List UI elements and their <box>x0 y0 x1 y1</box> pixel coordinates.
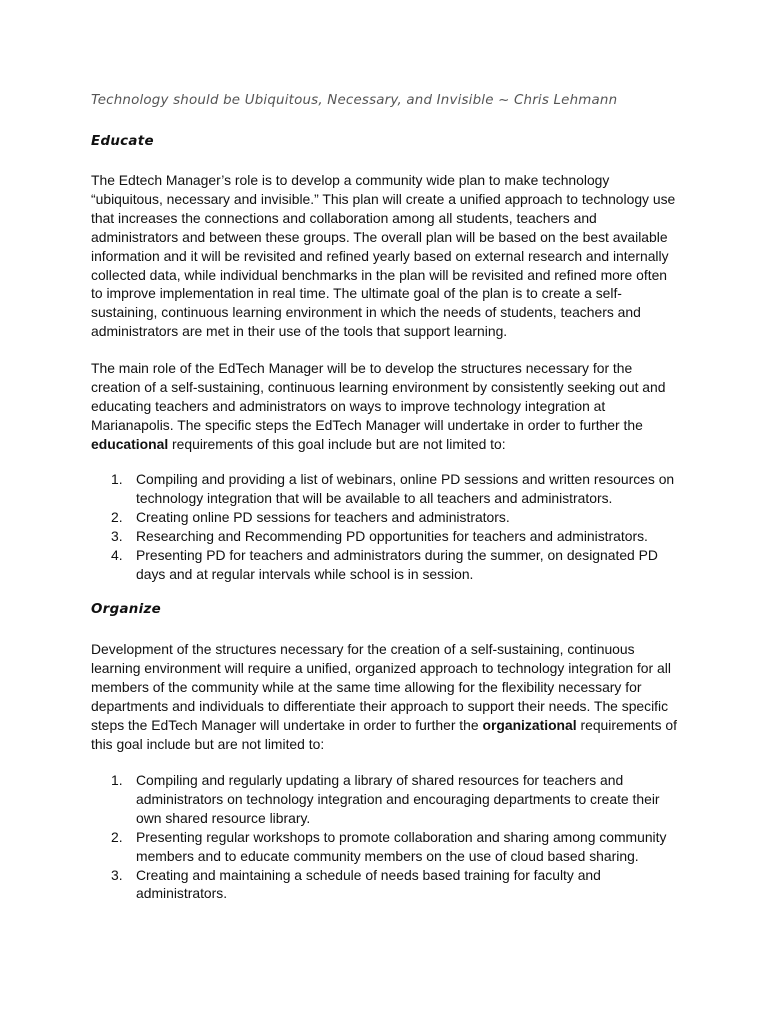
paragraph-line: educating teachers and administrators on ways to improve technology integration at <box>91 397 606 414</box>
educate-paragraph-2 <box>91 359 681 454</box>
paragraph-line: administrators and between these groups. The overall plan will be based on the best available <box>91 228 668 245</box>
list-number: 2. <box>111 828 123 845</box>
paragraph-line: The Edtech Manager’s role is to develop a community wide plan to make technology <box>91 172 610 188</box>
list-number: 1. <box>111 772 123 788</box>
paragraph-line: The main role of the EdTech Manager will be to develop the structures necessary for the <box>91 360 633 376</box>
paragraph-line: administrators are met in their use of the tools that support learning. <box>91 323 508 340</box>
list-item-line: administrators on technology integration and encouraging departments to create their <box>136 790 660 807</box>
opening-quote: Technology should be Ubiquitous, Necessary, and Invisible ~ Chris Lehmann <box>91 93 618 108</box>
organize-heading: Organize <box>91 602 162 617</box>
paragraph-line: creation of a self-sustaining, continuous learning environment by consistently seeking out and <box>91 378 666 395</box>
educate-steps-list <box>91 470 691 583</box>
list-number: 1. <box>111 471 123 487</box>
list-item <box>91 866 691 904</box>
educate-heading: Educate <box>91 134 154 149</box>
paragraph-line <box>91 716 681 735</box>
list-item-line: Presenting regular workshops to promote collaboration and sharing among community <box>136 828 667 845</box>
list-item <box>91 508 691 527</box>
paragraph-line: Development of the structures necessary for the creation of a self-sustaining, continuous <box>91 641 635 657</box>
paragraph-line: Marianapolis. The specific steps the EdTech Manager will undertake in order to further the <box>91 416 643 433</box>
list-item <box>91 470 691 508</box>
paragraph-tail: requirements of <box>576 716 677 733</box>
educate-paragraph-1 <box>91 171 681 341</box>
list-item-line: members and to educate community members on the use of cloud based sharing. <box>136 847 639 864</box>
paragraph-line: members of the community while at the same time allowing for the flexibility necessary for <box>91 678 642 695</box>
paragraph-line: learning environment will require a unified, organized approach to technology integration for all <box>91 659 671 676</box>
list-item-line: Researching and Recommending PD opportunities for teachers and administrators. <box>136 527 648 544</box>
list-number: 2. <box>111 508 123 525</box>
list-item-line: Compiling and providing a list of webinars, online PD sessions and written resources on <box>136 471 675 487</box>
paragraph-line: information and it will be revisited and refined yearly based on external research and internally <box>91 247 669 264</box>
paragraph-line: sustaining, continuous learning environment in which the needs of students, teachers and <box>91 304 641 321</box>
list-item <box>91 828 691 866</box>
paragraph-line: this goal include but are not limited to: <box>91 735 325 752</box>
paragraph-tail: requirements of this goal include but are not limited to: <box>168 435 506 452</box>
paragraph-line: “ubiquitous, necessary and invisible.” This plan will create a unified approach to technology use <box>91 190 676 207</box>
organize-paragraph <box>91 640 681 753</box>
list-item <box>91 546 691 584</box>
list-number: 3. <box>111 866 123 883</box>
list-item-line: Presenting PD for teachers and administrators during the summer, on designated PD <box>136 546 658 563</box>
paragraph-head: steps the EdTech Manager will undertake in order to further the <box>91 716 483 733</box>
organize-steps-list <box>91 771 691 903</box>
organizational-emphasis: organizational <box>482 716 577 733</box>
educational-emphasis: educational <box>91 435 169 452</box>
list-item-line: Creating online PD sessions for teachers and administrators. <box>136 508 510 525</box>
list-item-line: administrators. <box>136 885 228 902</box>
paragraph-line: that increases the connections and collaboration among all students, teachers and <box>91 209 597 226</box>
paragraph-line: to improve implementation in real time. The ultimate goal of the plan is to create a self- <box>91 285 622 302</box>
list-item-line: Compiling and regularly updating a library of shared resources for teachers and <box>136 772 624 788</box>
paragraph-line: collected data, while individual benchmarks in the plan will be revisited and refined more often <box>91 266 668 283</box>
list-item-line: Creating and maintaining a schedule of needs based training for faculty and <box>136 866 601 883</box>
paragraph-line <box>91 435 681 454</box>
paragraph-line: departments and individuals to differentiate their approach to support their needs. The specific <box>91 697 669 714</box>
list-item-line: days and at regular intervals while school is in session. <box>136 565 474 582</box>
list-item <box>91 771 691 828</box>
list-item-line: technology integration that will be available to all teachers and administrators. <box>136 489 613 506</box>
list-item-line: own shared resource library. <box>136 809 311 826</box>
list-number: 4. <box>111 546 123 563</box>
list-number: 3. <box>111 527 123 544</box>
list-item <box>91 527 691 546</box>
